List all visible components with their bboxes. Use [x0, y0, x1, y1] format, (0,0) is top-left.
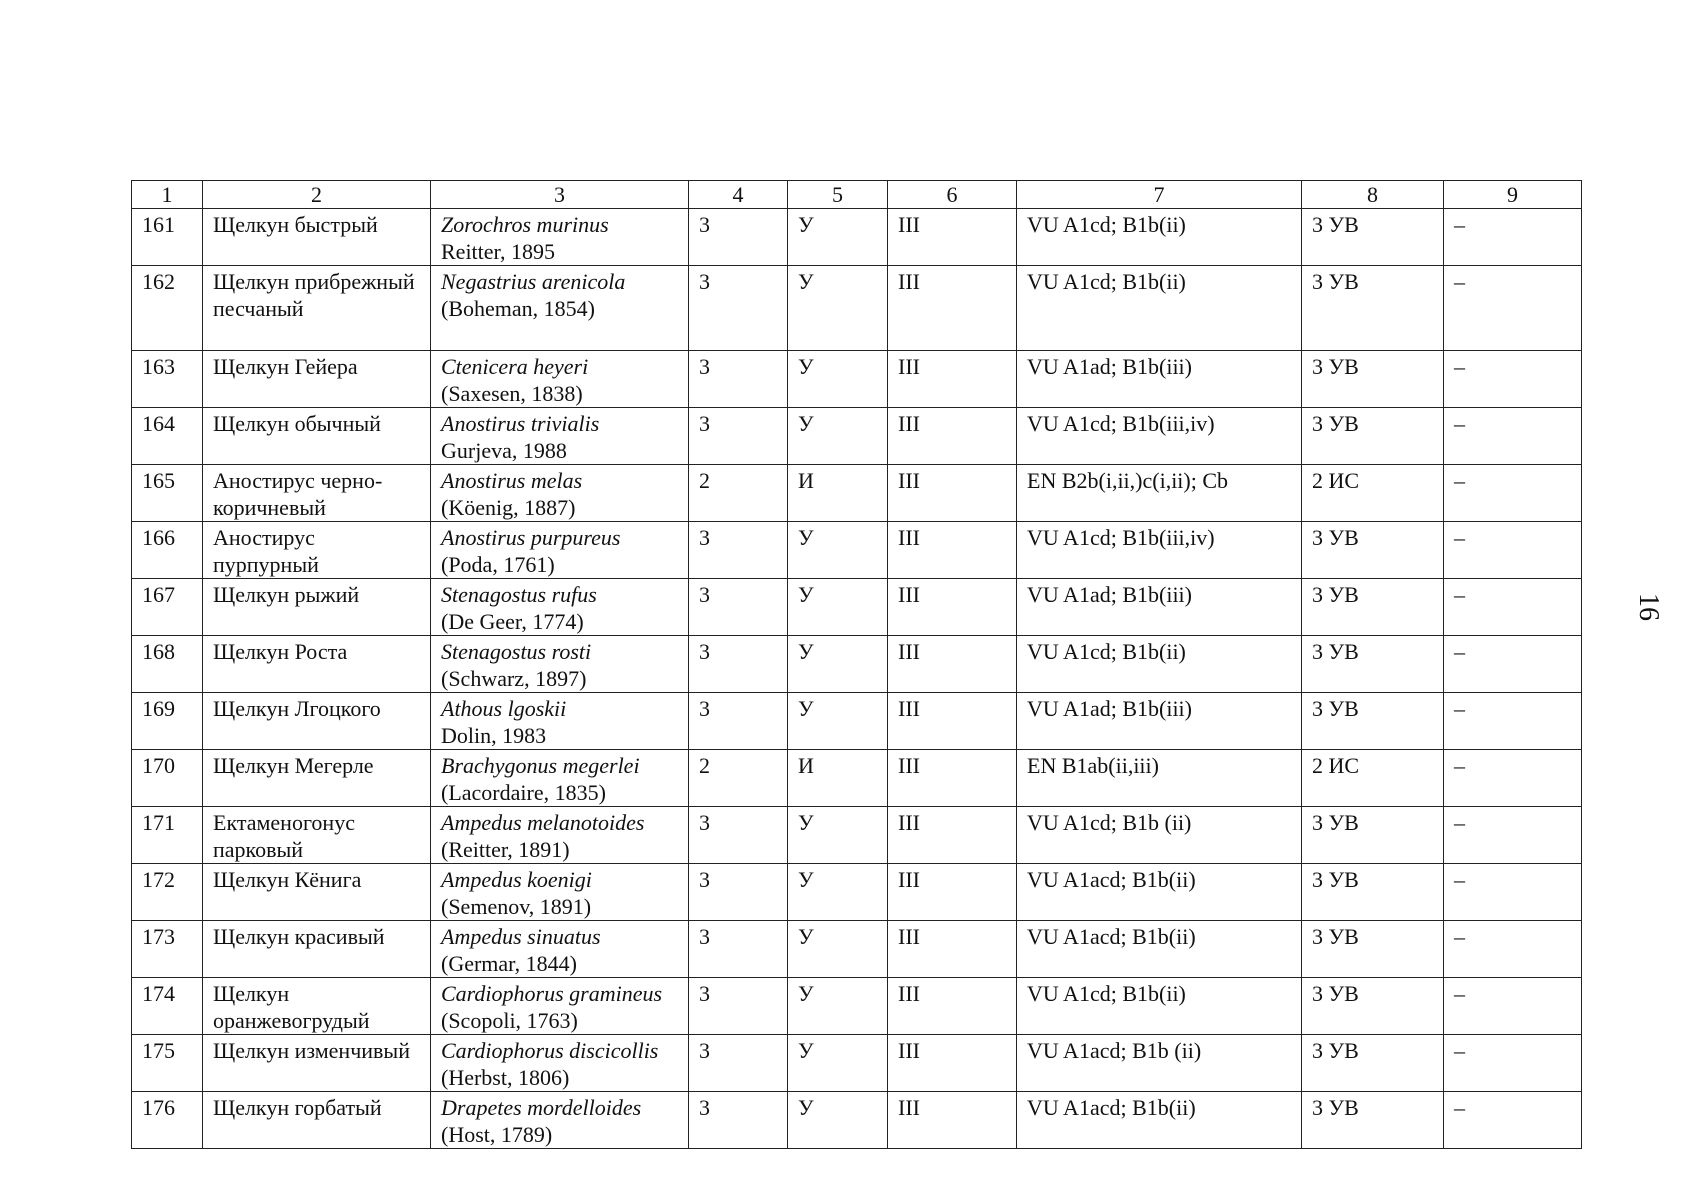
russian-name-cell: Щелкун Мегерле: [203, 750, 431, 807]
russian-name-cell: Щелкун Лгоцкого: [203, 693, 431, 750]
taxon-author: (Scopoli, 1763): [441, 1008, 578, 1033]
row-number-cell: 165: [132, 465, 203, 522]
column-5-cell: У: [788, 351, 888, 408]
column-9-cell: –: [1444, 579, 1582, 636]
latin-name-cell: [431, 1092, 689, 1149]
column-9-cell: –: [1444, 807, 1582, 864]
row-number-cell: 167: [132, 579, 203, 636]
taxon-author: (Saxesen, 1838): [441, 381, 583, 406]
page-number: 16: [1633, 593, 1664, 621]
column-6-cell: III: [888, 579, 1017, 636]
russian-name-cell: Аностирус пурпурный: [203, 522, 431, 579]
latin-name: Negastrius arenicola: [441, 269, 626, 294]
row-number-cell: 162: [132, 266, 203, 351]
row-number-cell: 169: [132, 693, 203, 750]
column-4-cell: 3: [689, 807, 788, 864]
column-header-3: 3: [431, 181, 689, 209]
column-header-9: 9: [1444, 181, 1582, 209]
column-4-cell: 3: [689, 408, 788, 465]
column-9-cell: –: [1444, 921, 1582, 978]
column-6-cell: III: [888, 351, 1017, 408]
iucn-criteria-cell: EN B1ab(ii,iii): [1017, 750, 1302, 807]
iucn-criteria-cell: VU A1cd; B1b(ii): [1017, 209, 1302, 266]
iucn-criteria-cell: VU A1cd; B1b(ii): [1017, 636, 1302, 693]
column-4-cell: 3: [689, 693, 788, 750]
column-header-5: 5: [788, 181, 888, 209]
table-row: [132, 864, 1582, 921]
latin-name-cell: [431, 351, 689, 408]
latin-name-cell: [431, 750, 689, 807]
latin-name-cell: [431, 266, 689, 351]
column-9-cell: –: [1444, 1035, 1582, 1092]
latin-name: Drapetes mordelloides: [441, 1095, 642, 1120]
header-row: [132, 181, 1582, 209]
column-5-cell: У: [788, 1035, 888, 1092]
latin-name-cell: [431, 636, 689, 693]
row-number-cell: 175: [132, 1035, 203, 1092]
column-5-cell: У: [788, 266, 888, 351]
column-5-cell: У: [788, 693, 888, 750]
iucn-criteria-cell: VU A1ad; B1b(iii): [1017, 579, 1302, 636]
column-8-cell: 3 УВ: [1302, 579, 1444, 636]
column-9-cell: –: [1444, 750, 1582, 807]
taxon-author: (Boheman, 1854): [441, 296, 595, 321]
latin-name: Brachygonus megerlei: [441, 753, 640, 778]
column-4-cell: 3: [689, 351, 788, 408]
taxon-author: (De Geer, 1774): [441, 609, 584, 634]
russian-name-cell: Щелкун обычный: [203, 408, 431, 465]
column-4-cell: 3: [689, 522, 788, 579]
russian-name-cell: Щелкун Роста: [203, 636, 431, 693]
column-8-cell: 3 УВ: [1302, 921, 1444, 978]
russian-name-cell: Щелкун Кёнига: [203, 864, 431, 921]
latin-name-cell: [431, 864, 689, 921]
column-4-cell: 3: [689, 636, 788, 693]
iucn-criteria-cell: VU A1cd; B1b(iii,iv): [1017, 522, 1302, 579]
latin-name: Ampedus melanotoides: [441, 810, 645, 835]
column-8-cell: 3 УВ: [1302, 636, 1444, 693]
column-6-cell: III: [888, 408, 1017, 465]
column-9-cell: –: [1444, 408, 1582, 465]
taxon-author: (Host, 1789): [441, 1122, 553, 1147]
column-9-cell: –: [1444, 864, 1582, 921]
column-4-cell: 2: [689, 750, 788, 807]
table-row: [132, 465, 1582, 522]
column-5-cell: И: [788, 750, 888, 807]
column-6-cell: III: [888, 864, 1017, 921]
russian-name-cell: Аностирус черно-коричневый: [203, 465, 431, 522]
column-5-cell: У: [788, 978, 888, 1035]
latin-name: Stenagostus rosti: [441, 639, 592, 664]
table-row: [132, 522, 1582, 579]
iucn-criteria-cell: VU A1ad; B1b(iii): [1017, 351, 1302, 408]
table-row: [132, 693, 1582, 750]
latin-name: Stenagostus rufus: [441, 582, 597, 607]
row-number-cell: 163: [132, 351, 203, 408]
row-number-cell: 172: [132, 864, 203, 921]
column-5-cell: У: [788, 579, 888, 636]
taxon-author: (Köenig, 1887): [441, 495, 576, 520]
latin-name-cell: [431, 579, 689, 636]
column-6-cell: III: [888, 266, 1017, 351]
column-4-cell: 3: [689, 1035, 788, 1092]
taxon-author: (Lacordaire, 1835): [441, 780, 606, 805]
column-8-cell: 3 УВ: [1302, 1035, 1444, 1092]
russian-name-cell: Ектаменогонус парковый: [203, 807, 431, 864]
row-number-cell: 164: [132, 408, 203, 465]
latin-name-cell: [431, 522, 689, 579]
column-5-cell: У: [788, 921, 888, 978]
column-9-cell: –: [1444, 693, 1582, 750]
column-6-cell: III: [888, 209, 1017, 266]
row-number-cell: 176: [132, 1092, 203, 1149]
column-5-cell: У: [788, 807, 888, 864]
russian-name-cell: Щелкун изменчивый: [203, 1035, 431, 1092]
russian-name-cell: Щелкун Гейера: [203, 351, 431, 408]
column-header-1: 1: [132, 181, 203, 209]
latin-name: Ampedus sinuatus: [441, 924, 601, 949]
column-6-cell: III: [888, 522, 1017, 579]
column-6-cell: III: [888, 636, 1017, 693]
russian-name-cell: Щелкун прибрежный песчаный: [203, 266, 431, 351]
russian-name-cell: Щелкун рыжий: [203, 579, 431, 636]
russian-name-cell: Щелкун горбатый: [203, 1092, 431, 1149]
row-number-cell: 170: [132, 750, 203, 807]
column-8-cell: 3 УВ: [1302, 408, 1444, 465]
table-row: [132, 266, 1582, 351]
column-8-cell: 3 УВ: [1302, 351, 1444, 408]
table-row: [132, 1092, 1582, 1149]
latin-name-cell: [431, 921, 689, 978]
iucn-criteria-cell: VU A1acd; B1b(ii): [1017, 864, 1302, 921]
table-row: [132, 750, 1582, 807]
column-8-cell: 3 УВ: [1302, 978, 1444, 1035]
latin-name-cell: [431, 209, 689, 266]
column-4-cell: 3: [689, 864, 788, 921]
row-number-cell: 174: [132, 978, 203, 1035]
latin-name: Anostirus purpureus: [441, 525, 621, 550]
iucn-criteria-cell: EN B2b(i,ii,)c(i,ii); Cb: [1017, 465, 1302, 522]
column-9-cell: –: [1444, 266, 1582, 351]
iucn-criteria-cell: VU A1cd; B1b(ii): [1017, 266, 1302, 351]
iucn-criteria-cell: VU A1cd; B1b(ii): [1017, 978, 1302, 1035]
row-number-cell: 166: [132, 522, 203, 579]
column-8-cell: 3 УВ: [1302, 266, 1444, 351]
species-table: [131, 180, 1582, 1149]
column-8-cell: 3 УВ: [1302, 693, 1444, 750]
table-row: [132, 921, 1582, 978]
column-4-cell: 3: [689, 579, 788, 636]
latin-name: Ctenicera heyeri: [441, 354, 589, 379]
column-8-cell: 3 УВ: [1302, 807, 1444, 864]
column-4-cell: 3: [689, 266, 788, 351]
column-5-cell: У: [788, 209, 888, 266]
table-row: [132, 978, 1582, 1035]
column-8-cell: 3 УВ: [1302, 1092, 1444, 1149]
row-number-cell: 168: [132, 636, 203, 693]
column-8-cell: 2 ИС: [1302, 465, 1444, 522]
column-9-cell: –: [1444, 1092, 1582, 1149]
column-4-cell: 3: [689, 978, 788, 1035]
column-5-cell: У: [788, 864, 888, 921]
column-8-cell: 3 УВ: [1302, 209, 1444, 266]
taxon-author: (Herbst, 1806): [441, 1065, 570, 1090]
taxon-author: (Germar, 1844): [441, 951, 577, 976]
column-5-cell: У: [788, 636, 888, 693]
column-6-cell: III: [888, 465, 1017, 522]
iucn-criteria-cell: VU A1acd; B1b(ii): [1017, 921, 1302, 978]
column-4-cell: 3: [689, 921, 788, 978]
column-6-cell: III: [888, 1035, 1017, 1092]
column-5-cell: У: [788, 522, 888, 579]
column-8-cell: 3 УВ: [1302, 864, 1444, 921]
column-header-4: 4: [689, 181, 788, 209]
column-8-cell: 2 ИС: [1302, 750, 1444, 807]
latin-name: Ampedus koenigi: [441, 867, 592, 892]
latin-name-cell: [431, 978, 689, 1035]
column-9-cell: –: [1444, 636, 1582, 693]
column-9-cell: –: [1444, 978, 1582, 1035]
column-9-cell: –: [1444, 465, 1582, 522]
latin-name: Zorochros murinus: [441, 212, 609, 237]
table-row: [132, 408, 1582, 465]
iucn-criteria-cell: VU A1cd; B1b (ii): [1017, 807, 1302, 864]
taxon-author: Gurjeva, 1988: [441, 438, 567, 463]
column-6-cell: III: [888, 1092, 1017, 1149]
column-4-cell: 3: [689, 209, 788, 266]
column-header-6: 6: [888, 181, 1017, 209]
column-9-cell: –: [1444, 209, 1582, 266]
column-6-cell: III: [888, 750, 1017, 807]
row-number-cell: 173: [132, 921, 203, 978]
taxon-author: (Schwarz, 1897): [441, 666, 587, 691]
iucn-criteria-cell: VU A1acd; B1b(ii): [1017, 1092, 1302, 1149]
taxon-author: (Semenov, 1891): [441, 894, 592, 919]
column-6-cell: III: [888, 807, 1017, 864]
column-6-cell: III: [888, 978, 1017, 1035]
latin-name-cell: [431, 408, 689, 465]
latin-name: Anostirus melas: [441, 468, 583, 493]
column-6-cell: III: [888, 921, 1017, 978]
column-5-cell: И: [788, 465, 888, 522]
table-row: [132, 579, 1582, 636]
taxon-author: Dolin, 1983: [441, 723, 547, 748]
russian-name-cell: Щелкун красивый: [203, 921, 431, 978]
row-number-cell: 171: [132, 807, 203, 864]
table-row: [132, 351, 1582, 408]
latin-name: Athous lgoskii: [441, 696, 567, 721]
russian-name-cell: Щелкун оранжевогрудый: [203, 978, 431, 1035]
latin-name: Cardiophorus gramineus: [441, 981, 663, 1006]
column-9-cell: –: [1444, 351, 1582, 408]
iucn-criteria-cell: VU A1acd; B1b (ii): [1017, 1035, 1302, 1092]
table-row: [132, 807, 1582, 864]
table-body: [132, 209, 1582, 1149]
column-4-cell: 2: [689, 465, 788, 522]
iucn-criteria-cell: VU A1ad; B1b(iii): [1017, 693, 1302, 750]
column-8-cell: 3 УВ: [1302, 522, 1444, 579]
column-header-8: 8: [1302, 181, 1444, 209]
latin-name-cell: [431, 807, 689, 864]
latin-name: Cardiophorus discicollis: [441, 1038, 659, 1063]
russian-name-cell: Щелкун быстрый: [203, 209, 431, 266]
column-header-7: 7: [1017, 181, 1302, 209]
column-5-cell: У: [788, 408, 888, 465]
column-9-cell: –: [1444, 522, 1582, 579]
row-number-cell: 161: [132, 209, 203, 266]
iucn-criteria-cell: VU A1cd; B1b(iii,iv): [1017, 408, 1302, 465]
table-row: [132, 636, 1582, 693]
column-5-cell: У: [788, 1092, 888, 1149]
latin-name-cell: [431, 693, 689, 750]
table-row: [132, 209, 1582, 266]
taxon-author: (Reitter, 1891): [441, 837, 570, 862]
column-4-cell: 3: [689, 1092, 788, 1149]
latin-name: Anostirus trivialis: [441, 411, 600, 436]
taxon-author: (Poda, 1761): [441, 552, 555, 577]
column-header-2: 2: [203, 181, 431, 209]
latin-name-cell: [431, 465, 689, 522]
column-6-cell: III: [888, 693, 1017, 750]
latin-name-cell: [431, 1035, 689, 1092]
taxon-author: Reitter, 1895: [441, 239, 555, 264]
table-row: [132, 1035, 1582, 1092]
